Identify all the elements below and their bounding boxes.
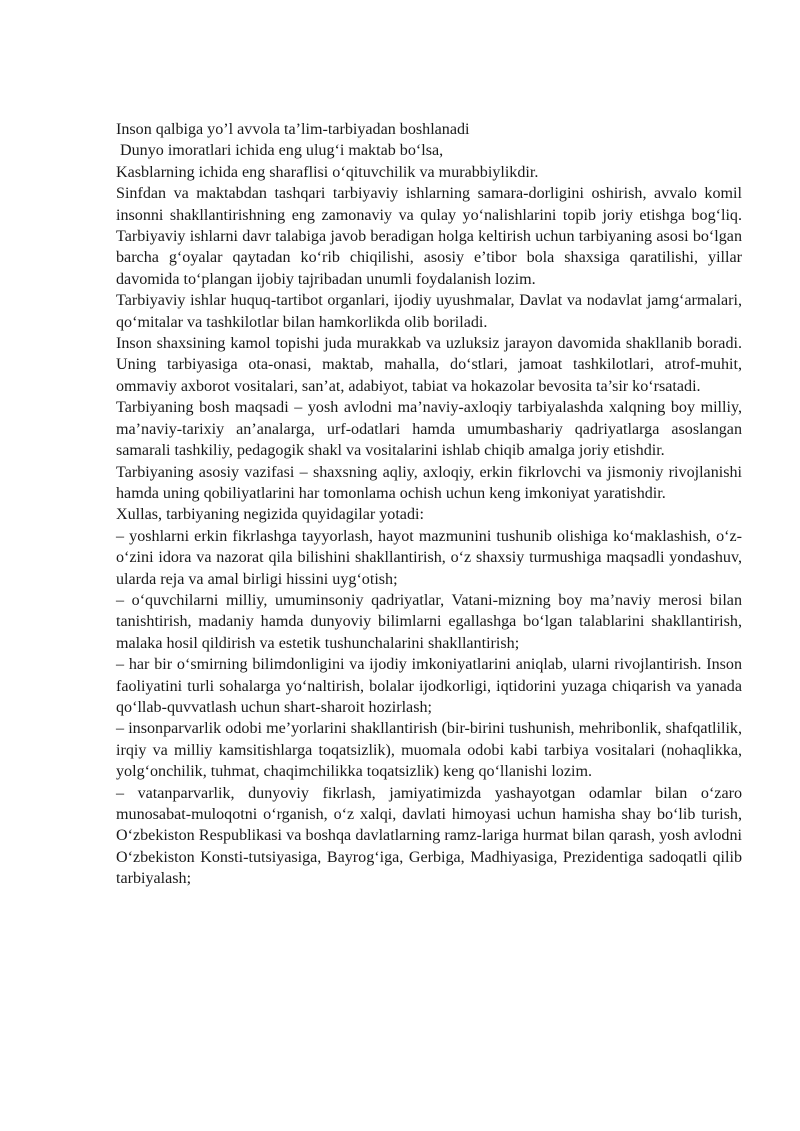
paragraph-summary-intro: Xullas, tarbiyaning negizida quyidagilar yotadi: xyxy=(116,506,424,524)
epigraph-line-1: Inson qalbiga yo’l avvola ta’lim-tarbiyadan boshlanadi xyxy=(116,121,470,138)
paragraph-personality: Inson shaxsining kamol topishi juda murakkab va uzluksiz jarayon davomida shakllanib boradi. Uning tarbiyasiga ota-onasi, maktab, mahalla, do‘stlari, jamoat tashkilotlari, atrof-muhit, ommaviy axborot vositalari, san’at, adabiyot, tabiat va hokazolar bevosita ta’sir ko‘rsatadi. xyxy=(116,335,742,395)
list-item-values: – o‘quvchilarni milliy, umuminsoniy qadriyatlar, Vatani-mizning boy ma’naviy merosi bilan tanishtirish, madaniy hamda dunyoviy bilimlarni egallashga bo‘lgan talablarini shakllantirish, malaka hosil qildirish va estetik tushunchalarini shakllantirish; xyxy=(116,591,742,652)
paragraph-cooperation: Tarbiyaviy ishlar huquq-tartibot organlari, ijodiy uyushmalar, Davlat va nodavlat jamg‘armalari, qo‘mitalar va tashkilotlar bilan hamkorlikda olib boriladi. xyxy=(116,292,742,331)
list-item-patriotism: – vatanparvarlik, dunyoviy fikrlash, jamiyatimizda yashayotgan odamlar bilan o‘zaro munosabat-muloqotni o‘rganish, o‘z xalqi, davlati himoyasi uchun hamisha shay bo‘lib turish, O‘zbekiston Respublikasi va boshqa davlatlarning ramz-lariga hurmat bilan qarash, yosh avlodni O‘zbekiston Konsti-tutsiyasiga, Bayrog‘iga, Gerbiga, Madhiyasiga, Prezidentiga sadoqatli qilib tarbiyalash; xyxy=(116,784,742,888)
paragraph-main-task: Tarbiyaning asosiy vazifasi – shaxsning aqliy, axloqiy, erkin fikrlovchi va jismoniy rivojlanishi hamda uning qobiliyatlarini har tomonlama ochish uchun keng imkoniyat yaratishdir. xyxy=(116,463,742,502)
paragraph-main-goal: Tarbiyaning bosh maqsadi – yosh avlodni ma’naviy-axloqiy tarbiyalashda xalqning boy milliy, ma’naviy-tarixiy an’analarga, urf-odatlari hamda umumbashariy qadriyatlarga asoslangan samarali tashkiliy, pedagogik shakl va vositalarini ishlab chiqib amalga joriy etishdir. xyxy=(116,399,742,460)
document-page xyxy=(116,119,742,890)
list-item-free-thinking: – yoshlarni erkin fikrlashga tayyorlash, hayot mazmunini tushunib olishiga ko‘maklashish, o‘z-o‘zini idora va nazorat qila bilishini shakllantirish, o‘z shaxsiy turmushiga maqsadli yondashuv, ularda reja va amal birligi hissini uyg‘otish; xyxy=(116,527,742,588)
epigraph-line-3: Kasblarning ichida eng sharaflisi o‘qituvchilik va murabbiylikdir. xyxy=(116,163,539,181)
list-item-humanism: – insonparvarlik odobi me’yorlarini shakllantirish (bir-birini tushunish, mehribonlik, shafqatlilik, irqiy va milliy kamsitishlarga toqatsizlik), muomala odobi kabi tarbiya vositalari (nohaqlikka, yolg‘onchilik, tuhmat, chaqimchilikka toqatsizlik) keng qo‘llanishi lozim. xyxy=(116,720,742,781)
list-item-talent: – har bir o‘smirning bilimdonligini va ijodiy imkoniyatlarini aniqlab, ularni rivojlantirish. Inson faoliyatini turli sohalarga yo‘naltirish, bolalar ijodkorligi, iqtidorini yuzaga chiqarish va yanada qo‘llab-quvvatlash uchun shart-sharoit hozirlash; xyxy=(116,656,742,716)
paragraph-extracurricular: Sinfdan va maktabdan tashqari tarbiyaviy ishlarning samara-dorligini oshirish, avvalo komil insonni shakllantirishning eng zamonaviy va qulay yo‘nalishlarini topib joriy etishga bog‘liq. Tarbiyaviy ishlarni davr talabiga javob beradigan holga keltirish uchun tarbiyaning asosi bo‘lgan barcha g‘oyalar qaytadan ko‘rib chiqilishi, asosiy e’tibor bola shaxsiga qaratilishi, yillar davomida to‘plangan ijobiy tajribadan unumli foydalanish lozim. xyxy=(116,185,742,288)
epigraph-line-2: Dunyo imoratlari ichida eng ulug‘i maktab bo‘lsa, xyxy=(120,142,444,160)
